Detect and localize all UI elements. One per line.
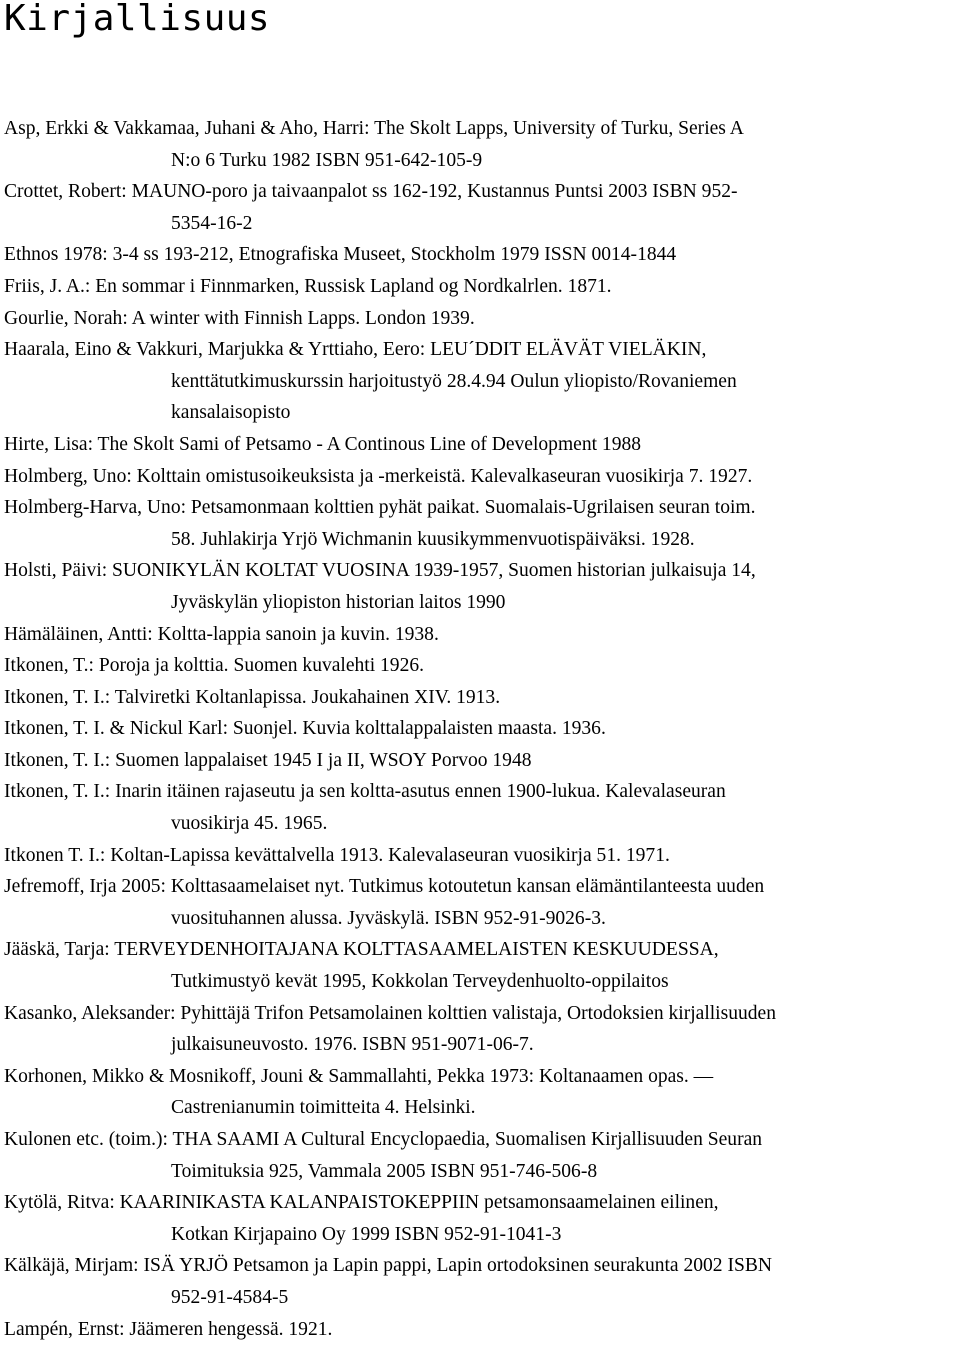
bibliography-entry xyxy=(0,1250,960,1313)
bibliography-entry xyxy=(0,555,960,618)
entry-line: Ethnos 1978: 3-4 ss 193-212, Etnografiska Museet, Stockholm 1979 ISSN 0014-1844 xyxy=(4,244,677,266)
entry-line: Itkonen, T. I.: Suomen lappalaiset 1945 I ja II, WSOY Porvoo 1948 xyxy=(4,749,532,771)
entry-continuation-line: vuosikirja 45. 1965. xyxy=(171,813,328,835)
entry-line: Kytölä, Ritva: KAARINIKASTA KALANPAISTOKEPPIIN petsamonsaamelainen eilinen, xyxy=(4,1192,719,1214)
entry-line: Kälkäjä, Mirjam: ISÄ YRJÖ Petsamon ja Lapin pappi, Lapin ortodoksinen seurakunta 2002 ISBN xyxy=(4,1255,772,1277)
bibliography-entry xyxy=(0,1314,960,1346)
entry-line: Kasanko, Aleksander: Pyhittäjä Trifon Petsamolainen kolttien valistaja, Ortodoksien kirjallisuuden xyxy=(4,1002,776,1024)
bibliography-entry xyxy=(0,429,960,461)
bibliography-entry xyxy=(0,871,960,934)
entry-line: Itkonen, T. I.: Talviretki Koltanlapissa. Joukahainen XIV. 1913. xyxy=(4,686,501,708)
entry-line: Jääskä, Tarja: TERVEYDENHOITAJANA KOLTTASAAMELAISTEN KESKUUDESSA, xyxy=(4,939,719,961)
bibliography-entry xyxy=(0,334,960,429)
entry-line: Haarala, Eino & Vakkuri, Marjukka & Yrttiaho, Eero: LEU´DDIT ELÄVÄT VIELÄKIN, xyxy=(4,339,707,361)
bibliography-entry xyxy=(0,176,960,239)
bibliography-entry xyxy=(0,998,960,1061)
entry-line: Itkonen, T. I. & Nickul Karl: Suonjel. Kuvia kolttalappalaisten maasta. 1936. xyxy=(4,718,606,740)
entry-line: Korhonen, Mikko & Mosnikoff, Jouni & Sammallahti, Pekka 1973: Koltanaamen opas. — xyxy=(4,1065,714,1087)
entry-continuation-line: 5354-16-2 xyxy=(171,212,253,234)
bibliography-entry xyxy=(0,1187,960,1250)
entry-continuation-line: Kotkan Kirjapaino Oy 1999 ISBN 952-91-1041-3 xyxy=(171,1223,562,1245)
bibliography-entry xyxy=(0,1061,960,1124)
entry-continuation-line: Jyväskylän yliopiston historian laitos 1990 xyxy=(171,591,506,613)
bibliography-entry xyxy=(0,840,960,872)
page-title: Kirjallisuus xyxy=(4,0,271,39)
entry-line: Jefremoff, Irja 2005: Kolttasaamelaiset nyt. Tutkimus kotoutetun kansan elämäntilanteesta uuden xyxy=(4,876,765,898)
bibliography-entry xyxy=(0,271,960,303)
bibliography-entry xyxy=(0,239,960,271)
entry-continuation-line: julkaisuneuvosto. 1976. ISBN 951-9071-06-7. xyxy=(171,1034,534,1056)
entry-line: Holmberg, Uno: Kolttain omistusoikeuksista ja -merkeistä. Kalevalkaseuran vuosikirja 7. 1927. xyxy=(4,465,753,487)
entry-line: Holmberg-Harva, Uno: Petsamonmaan kolttien pyhät paikat. Suomalais-Ugrilaisen seuran toim. xyxy=(4,497,756,519)
bibliography-entry xyxy=(0,650,960,682)
bibliography-entry xyxy=(0,682,960,714)
entry-line: Asp, Erkki & Vakkamaa, Juhani & Aho, Harri: The Skolt Lapps, University of Turku, Series A xyxy=(4,118,744,139)
entry-continuation-line: Toimituksia 925, Vammala 2005 ISBN 951-746-506-8 xyxy=(171,1160,598,1182)
bibliography-entry xyxy=(0,1124,960,1187)
bibliography-entry xyxy=(0,113,960,176)
bibliography-entry xyxy=(0,745,960,777)
bibliography-entry xyxy=(0,303,960,335)
entry-line: Hämäläinen, Antti: Koltta-lappia sanoin ja kuvin. 1938. xyxy=(4,623,439,645)
entry-line: Itkonen T. I.: Koltan-Lapissa kevättalvella 1913. Kalevalaseuran vuosikirja 51. 1971. xyxy=(4,844,670,866)
bibliography-entry xyxy=(0,713,960,745)
bibliography-entry xyxy=(0,619,960,651)
entry-continuation-line: N:o 6 Turku 1982 ISBN 951-642-105-9 xyxy=(171,149,483,171)
bibliography-list xyxy=(0,113,960,1345)
bibliography-entry xyxy=(0,461,960,493)
entry-line: Gourlie, Norah: A winter with Finnish Lapps. London 1939. xyxy=(4,307,475,329)
bibliography-entry xyxy=(0,934,960,997)
entry-line: Holsti, Päivi: SUONIKYLÄN KOLTAT VUOSINA 1939-1957, Suomen historian julkaisuja 14, xyxy=(4,560,756,582)
entry-continuation-line: kenttätutkimuskurssin harjoitustyö 28.4.94 Oulun yliopisto/Rovaniemen xyxy=(171,370,737,392)
entry-line: Itkonen, T. I.: Inarin itäinen rajaseutu ja sen koltta-asutus ennen 1900-lukua. Kalevalaseuran xyxy=(4,781,726,803)
entry-line: Crottet, Robert: MAUNO-poro ja taivaanpalot ss 162-192, Kustannus Puntsi 2003 ISBN 952- xyxy=(4,181,738,203)
entry-line: Lampén, Ernst: Jäämeren hengessä. 1921. xyxy=(4,1318,333,1340)
entry-continuation-line: Castrenianumin toimitteita 4. Helsinki. xyxy=(171,1097,476,1119)
entry-continuation-line: 58. Juhlakirja Yrjö Wichmanin kuusikymmenvuotispäiväksi. 1928. xyxy=(171,528,695,550)
entry-continuation-line: 952-91-4584-5 xyxy=(171,1286,289,1308)
entry-continuation-line: kansalaisopisto xyxy=(171,402,291,424)
entry-continuation-line: Tutkimustyö kevät 1995, Kokkolan Terveydenhuolto-oppilaitos xyxy=(171,971,669,993)
entry-line: Itkonen, T.: Poroja ja kolttia. Suomen kuvalehti 1926. xyxy=(4,655,425,677)
bibliography-entry xyxy=(0,776,960,839)
entry-continuation-line: vuosituhannen alussa. Jyväskylä. ISBN 952-91-9026-3. xyxy=(171,907,606,929)
entry-line: Friis, J. A.: En sommar i Finnmarken, Russisk Lapland og Nordkalrlen. 1871. xyxy=(4,275,612,297)
bibliography-entry xyxy=(0,492,960,555)
entry-line: Kulonen etc. (toim.): THA SAAMI A Cultural Encyclopaedia, Suomalisen Kirjallisuuden Seuran xyxy=(4,1129,763,1150)
entry-line: Hirte, Lisa: The Skolt Sami of Petsamo - A Continous Line of Development 1988 xyxy=(4,433,642,455)
